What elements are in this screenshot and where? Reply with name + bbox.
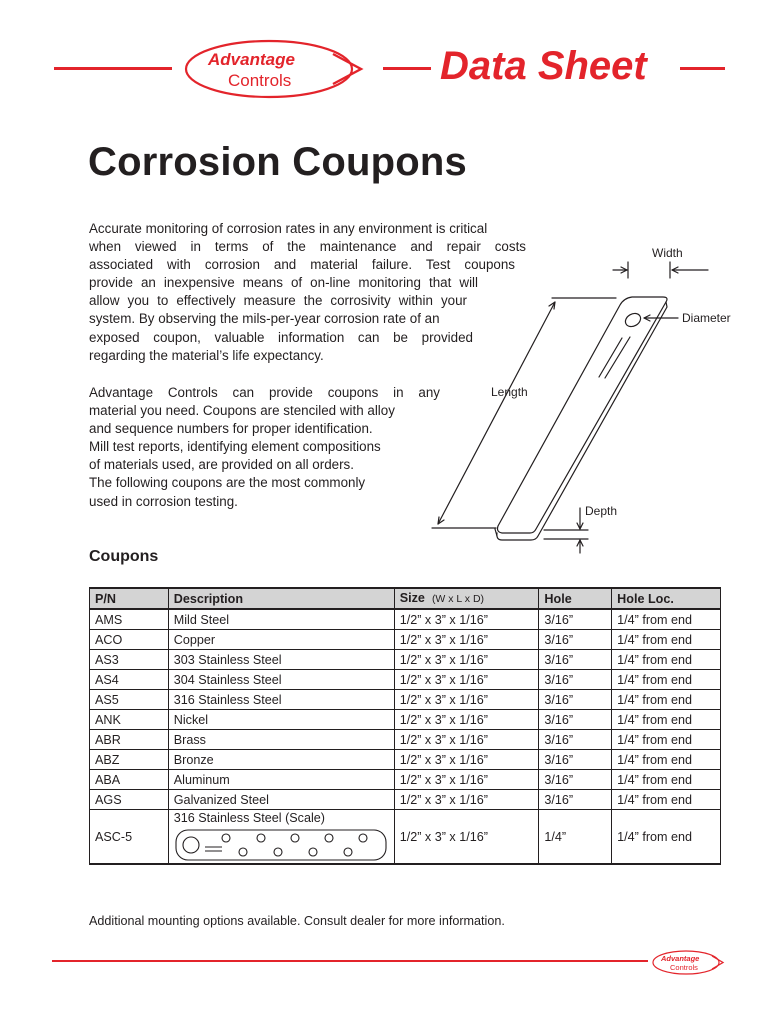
length-label: Length [491, 385, 528, 399]
cell-pn: ABA [90, 770, 169, 790]
cell-hole-loc: 1/4” from end [612, 730, 721, 750]
logo-small-line1: Advantage [661, 954, 700, 963]
cell-pn: AGS [90, 790, 169, 810]
intro-line: Advantage Controls can provide coupons in any [89, 385, 440, 400]
intro-line: used in corrosion testing. [89, 493, 238, 509]
table-body [90, 609, 721, 864]
advantage-controls-logo-small [650, 949, 726, 976]
footer-rule [52, 960, 648, 962]
scale-coupon-drawing [174, 827, 390, 863]
intro-line: Accurate monitoring of corrosion rates in any environment is critical [89, 221, 488, 236]
cell-description-scale [168, 810, 394, 865]
cell-pn: ANK [90, 710, 169, 730]
cell-size: 1/2” x 3” x 1/16” [394, 810, 539, 865]
intro-line: system. By observing the mils-per-year corrosion rate of an [89, 311, 440, 327]
cell-size: 1/2” x 3” x 1/16” [394, 710, 539, 730]
cell-description: Nickel [168, 710, 394, 730]
cell-pn: AS3 [90, 650, 169, 670]
table-row [90, 670, 721, 690]
col-header-description: Description [168, 588, 394, 609]
cell-hole-loc: 1/4” from end [612, 710, 721, 730]
coupons-table [89, 587, 721, 865]
page-title: Corrosion Coupons [88, 140, 467, 184]
cell-pn: ASC-5 [90, 810, 169, 865]
width-label: Width [652, 246, 683, 260]
coupons-heading: Coupons [89, 548, 159, 565]
cell-hole: 3/16” [539, 750, 612, 770]
cell-hole: 3/16” [539, 650, 612, 670]
cell-size: 1/2” x 3” x 1/16” [394, 750, 539, 770]
col-header-hole-loc: Hole Loc. [612, 588, 721, 609]
cell-pn: ACO [90, 630, 169, 650]
cell-hole-loc: 1/4” from end [612, 630, 721, 650]
header-rule-left [54, 67, 172, 70]
intro-line: associated with corrosion and material failure. Test coupons [89, 257, 515, 273]
cell-pn: AS5 [90, 690, 169, 710]
diameter-label: Diameter [682, 311, 731, 325]
cell-description: Bronze [168, 750, 394, 770]
cell-description: 316 Stainless Steel [168, 690, 394, 710]
logo-text-line1: Advantage [208, 50, 295, 69]
cell-description: Aluminum [168, 770, 394, 790]
cell-hole-loc: 1/4” from end [612, 650, 721, 670]
coupon-diagram [420, 240, 768, 560]
cell-hole-loc: 1/4” from end [612, 690, 721, 710]
advantage-controls-logo [183, 38, 371, 100]
cell-description: 304 Stainless Steel [168, 670, 394, 690]
cell-hole: 3/16” [539, 770, 612, 790]
cell-hole: 1/4” [539, 810, 612, 865]
cell-hole: 3/16” [539, 609, 612, 630]
logo-small-line2: Controls [670, 963, 698, 972]
col-header-pn: P/N [90, 588, 169, 609]
cell-size: 1/2” x 3” x 1/16” [394, 770, 539, 790]
cell-hole: 3/16” [539, 730, 612, 750]
table-row [90, 770, 721, 790]
cell-pn: AMS [90, 609, 169, 630]
coupon-hole [623, 311, 643, 329]
cell-pn: ABZ [90, 750, 169, 770]
size-header-label: Size [399, 591, 425, 605]
intro-line: material you need. Coupons are stenciled with alloy [89, 403, 395, 419]
cell-hole-loc: 1/4” from end [612, 810, 721, 865]
logo-text-line2: Controls [228, 71, 292, 90]
intro-line: regarding the material’s life expectancy. [89, 347, 324, 363]
cell-size: 1/2” x 3” x 1/16” [394, 650, 539, 670]
intro-line: allow you to effectively measure the corrosivity within your [89, 293, 467, 309]
cell-hole-loc: 1/4” from end [612, 790, 721, 810]
table-row [90, 710, 721, 730]
cell-hole-loc: 1/4” from end [612, 770, 721, 790]
cell-hole-loc: 1/4” from end [612, 609, 721, 630]
intro-line: The following coupons are the most commonly [89, 475, 366, 491]
cell-size: 1/2” x 3” x 1/16” [394, 670, 539, 690]
table-row [90, 730, 721, 750]
table-row-scale [90, 810, 721, 865]
cell-hole-loc: 1/4” from end [612, 750, 721, 770]
table-row [90, 630, 721, 650]
doc-type-title: Data Sheet [440, 44, 647, 88]
table-row [90, 609, 721, 630]
scale-description: 316 Stainless Steel (Scale) [173, 811, 325, 825]
cell-description: 303 Stainless Steel [168, 650, 394, 670]
cell-description: Galvanized Steel [168, 790, 394, 810]
intro-line: and sequence numbers for proper identification. [89, 421, 373, 437]
table-row [90, 690, 721, 710]
cell-description: Copper [168, 630, 394, 650]
footer-note: Additional mounting options available. Consult dealer for more information. [89, 914, 505, 928]
cell-size: 1/2” x 3” x 1/16” [394, 609, 539, 630]
cell-hole-loc: 1/4” from end [612, 670, 721, 690]
col-header-size [394, 588, 539, 609]
intro-line: of materials used, are provided on all orders. [89, 457, 354, 473]
cell-hole: 3/16” [539, 630, 612, 650]
cell-hole: 3/16” [539, 790, 612, 810]
header-rule-right [680, 67, 725, 70]
intro-paragraph-2 [89, 384, 441, 511]
table-row [90, 790, 721, 810]
cell-size: 1/2” x 3” x 1/16” [394, 690, 539, 710]
intro-line: when viewed in terms of the maintenance and repair costs [89, 239, 526, 255]
cell-pn: ABR [90, 730, 169, 750]
cell-pn: AS4 [90, 670, 169, 690]
cell-size: 1/2” x 3” x 1/16” [394, 630, 539, 650]
col-header-hole: Hole [539, 588, 612, 609]
cell-description: Brass [168, 730, 394, 750]
intro-line: Mill test reports, identifying element compositions [89, 439, 381, 455]
cell-hole: 3/16” [539, 690, 612, 710]
depth-label: Depth [585, 504, 618, 518]
cell-description: Mild Steel [168, 609, 394, 630]
table-header-row [90, 588, 721, 609]
coupon-outline [498, 297, 668, 533]
cell-size: 1/2” x 3” x 1/16” [394, 730, 539, 750]
table-row [90, 650, 721, 670]
cell-hole: 3/16” [539, 710, 612, 730]
intro-line: provide an inexpensive means of on-line monitoring that will [89, 275, 478, 291]
table-row [90, 750, 721, 770]
size-header-note: (W x L x D) [431, 593, 485, 605]
coupon-edge [497, 302, 667, 540]
cell-size: 1/2” x 3” x 1/16” [394, 790, 539, 810]
intro-line: exposed coupon, valuable information can be provided [89, 329, 473, 345]
header-rule-mid [383, 67, 431, 70]
cell-hole: 3/16” [539, 670, 612, 690]
